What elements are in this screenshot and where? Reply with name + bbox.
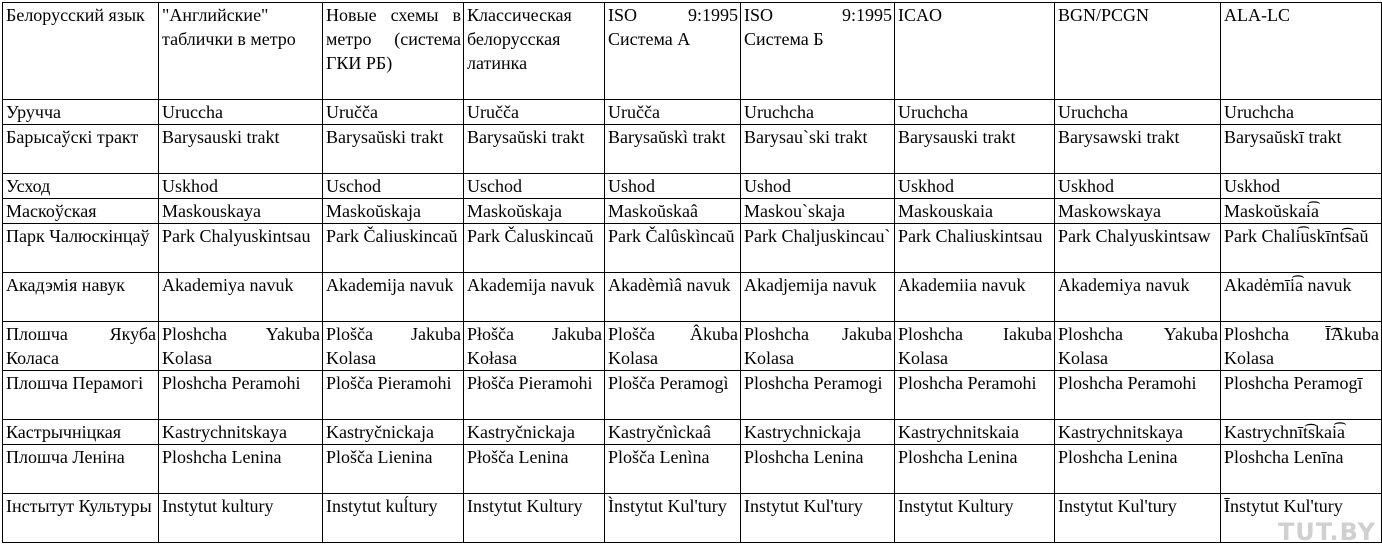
transliteration-cell: Ploshcha Peramogi bbox=[741, 371, 895, 420]
transliteration-cell: Plošča Jakuba Kolasa bbox=[323, 322, 464, 371]
transliteration-cell: Ploshcha Jakuba Kolasa bbox=[741, 322, 895, 371]
station-name-cell: Плошча Якуба Коласа bbox=[3, 322, 159, 371]
column-header: ISO 9:1995 Система Б bbox=[741, 3, 895, 100]
transliteration-cell: Uruchcha bbox=[1055, 100, 1221, 125]
transliteration-cell: Īnstytut Kul'tury bbox=[1221, 494, 1382, 543]
transliteration-cell: Park Chalyuskintsau bbox=[159, 224, 323, 273]
table-row bbox=[3, 322, 1382, 371]
transliteration-cell: Barysaŭskī trakt bbox=[1221, 125, 1382, 174]
transliteration-cell: Uschod bbox=[323, 174, 464, 199]
transliteration-cell: Kastrychnitskaya bbox=[159, 420, 323, 445]
transliteration-cell: Barysaŭskì trakt bbox=[605, 125, 741, 174]
column-header: Белорусский язык bbox=[3, 3, 159, 100]
transliteration-cell: Ushod bbox=[741, 174, 895, 199]
transliteration-cell: Akademiya navuk bbox=[1055, 273, 1221, 322]
transliteration-cell: Ploshcha Lenina bbox=[895, 445, 1055, 494]
transliteration-cell: Maskou`skaja bbox=[741, 199, 895, 224]
table-row bbox=[3, 224, 1382, 273]
table-row bbox=[3, 199, 1382, 224]
table-row bbox=[3, 100, 1382, 125]
transliteration-cell: Ploshcha Yakuba Kolasa bbox=[1055, 322, 1221, 371]
transliteration-cell: Ìnstytut Kul'tury bbox=[605, 494, 741, 543]
transliteration-cell: Park Čalûskìncaŭ bbox=[605, 224, 741, 273]
transliteration-cell: Ploshcha Lenīna bbox=[1221, 445, 1382, 494]
transliteration-cell: Akadèmìâ navuk bbox=[605, 273, 741, 322]
transliteration-cell: Park Chalyuskintsaw bbox=[1055, 224, 1221, 273]
transliteration-cell: Instytut Kultury bbox=[464, 494, 605, 543]
transliteration-cell: Plošča Pieramohi bbox=[323, 371, 464, 420]
column-header: Новые схемы в метро (система ГКИ РБ) bbox=[323, 3, 464, 100]
transliteration-cell: Plošča Âkuba Kolasa bbox=[605, 322, 741, 371]
transliteration-cell: Uruccha bbox=[159, 100, 323, 125]
transliteration-cell: Ploshcha Iakuba Kolasa bbox=[895, 322, 1055, 371]
transliteration-cell: Kastrychnitskaia bbox=[895, 420, 1055, 445]
transliteration-cell: Ploshcha Lenina bbox=[1055, 445, 1221, 494]
transliteration-cell: Uruchcha bbox=[741, 100, 895, 125]
transliteration-cell: Uručča bbox=[605, 100, 741, 125]
table-row bbox=[3, 420, 1382, 445]
transliteration-cell: Instytut kuĺtury bbox=[323, 494, 464, 543]
transliteration-cell: Kastryčnickaja bbox=[464, 420, 605, 445]
transliteration-cell: Barysaŭski trakt bbox=[464, 125, 605, 174]
transliteration-cell: Kastrychnīt͡skai͡a bbox=[1221, 420, 1382, 445]
station-name-cell: Усход bbox=[3, 174, 159, 199]
transliteration-cell: Plošča Peramogì bbox=[605, 371, 741, 420]
transliteration-cell: Akadjemija navuk bbox=[741, 273, 895, 322]
transliteration-cell: Akademija navuk bbox=[464, 273, 605, 322]
column-header: Классическая белорусская латинка bbox=[464, 3, 605, 100]
transliteration-cell: Uskhod bbox=[159, 174, 323, 199]
transliteration-cell: Uskhod bbox=[1221, 174, 1382, 199]
transliteration-cell: Park Chali͡uskīnt͡saŭ bbox=[1221, 224, 1382, 273]
table-row bbox=[3, 445, 1382, 494]
column-header: "Английские" таблички в метро bbox=[159, 3, 323, 100]
transliteration-table bbox=[2, 2, 1382, 543]
transliteration-cell: Plošča Lenìna bbox=[605, 445, 741, 494]
transliteration-cell: Uručča bbox=[323, 100, 464, 125]
transliteration-cell: Barysawski trakt bbox=[1055, 125, 1221, 174]
transliteration-cell: Maskowskaya bbox=[1055, 199, 1221, 224]
table-row bbox=[3, 371, 1382, 420]
transliteration-cell: Uruchcha bbox=[1221, 100, 1382, 125]
transliteration-cell: Ploshcha Peramohi bbox=[159, 371, 323, 420]
transliteration-cell: Uručča bbox=[464, 100, 605, 125]
tut-by-watermark: TUT.BY bbox=[1277, 518, 1376, 546]
transliteration-cell: Ploshcha Peramohi bbox=[895, 371, 1055, 420]
transliteration-cell: Instytut Kultury bbox=[895, 494, 1055, 543]
transliteration-cell: Ploshcha Lenina bbox=[741, 445, 895, 494]
transliteration-cell: Kastryčnickaja bbox=[323, 420, 464, 445]
column-header: BGN/PCGN bbox=[1055, 3, 1221, 100]
transliteration-cell: Maskoŭskaja bbox=[464, 199, 605, 224]
header-row bbox=[3, 3, 1382, 100]
transliteration-cell: Maskoŭskaâ bbox=[605, 199, 741, 224]
transliteration-cell: Plošča Lienina bbox=[323, 445, 464, 494]
transliteration-cell: Park Čaliuskincaŭ bbox=[323, 224, 464, 273]
transliteration-cell: Uskhod bbox=[1055, 174, 1221, 199]
transliteration-cell: Barysauski trakt bbox=[895, 125, 1055, 174]
transliteration-cell: Instytut Kul'tury bbox=[741, 494, 895, 543]
transliteration-cell: Barysauski trakt bbox=[159, 125, 323, 174]
station-name-cell: Парк Чалюскінцаў bbox=[3, 224, 159, 273]
transliteration-cell: Uruchcha bbox=[895, 100, 1055, 125]
transliteration-cell: Instytut kultury bbox=[159, 494, 323, 543]
transliteration-cell: Park Chaliuskintsau bbox=[895, 224, 1055, 273]
station-name-cell: Уручча bbox=[3, 100, 159, 125]
station-name-cell: Плошча Леніна bbox=[3, 445, 159, 494]
transliteration-cell: Ploshcha Yakuba Kolasa bbox=[159, 322, 323, 371]
transliteration-cell: Park Chaljuskincau` bbox=[741, 224, 895, 273]
transliteration-cell: Akadėmīi͡a navuk bbox=[1221, 273, 1382, 322]
column-header: ICAO bbox=[895, 3, 1055, 100]
station-name-cell: Інстытут Культуры bbox=[3, 494, 159, 543]
table-row bbox=[3, 273, 1382, 322]
transliteration-cell: Ploshcha Peramohi bbox=[1055, 371, 1221, 420]
transliteration-cell: Maskouskaya bbox=[159, 199, 323, 224]
station-name-cell: Барысаўскі тракт bbox=[3, 125, 159, 174]
station-name-cell: Кастрычніцкая bbox=[3, 420, 159, 445]
table-row bbox=[3, 174, 1382, 199]
transliteration-cell: Maskoŭskai͡a bbox=[1221, 199, 1382, 224]
station-name-cell: Акадэмія навук bbox=[3, 273, 159, 322]
transliteration-cell: Ploshcha Lenina bbox=[159, 445, 323, 494]
column-header: ALA-LC bbox=[1221, 3, 1382, 100]
transliteration-cell: Ploshcha Ī͡Akuba Kolasa bbox=[1221, 322, 1382, 371]
transliteration-cell: Akademija navuk bbox=[323, 273, 464, 322]
transliteration-cell: Kastryčnìckaâ bbox=[605, 420, 741, 445]
column-header: ISO 9:1995 Система А bbox=[605, 3, 741, 100]
transliteration-cell: Akademiia navuk bbox=[895, 273, 1055, 322]
transliteration-cell: Kastrychnitskaya bbox=[1055, 420, 1221, 445]
transliteration-cell: Płošča Lenina bbox=[464, 445, 605, 494]
transliteration-cell: Płošča Jakuba Kołasa bbox=[464, 322, 605, 371]
transliteration-cell: Maskouskaia bbox=[895, 199, 1055, 224]
transliteration-cell: Kastrychnickaja bbox=[741, 420, 895, 445]
transliteration-cell: Barysau`ski trakt bbox=[741, 125, 895, 174]
transliteration-cell: Ploshcha Peramogī bbox=[1221, 371, 1382, 420]
transliteration-cell: Ushod bbox=[605, 174, 741, 199]
table-row bbox=[3, 125, 1382, 174]
transliteration-cell: Barysaŭski trakt bbox=[323, 125, 464, 174]
transliteration-cell: Maskoŭskaja bbox=[323, 199, 464, 224]
transliteration-cell: Uskhod bbox=[895, 174, 1055, 199]
station-name-cell: Плошча Перамогі bbox=[3, 371, 159, 420]
transliteration-cell: Płošča Pieramohi bbox=[464, 371, 605, 420]
transliteration-cell: Akademiya navuk bbox=[159, 273, 323, 322]
table-row bbox=[3, 494, 1382, 543]
station-name-cell: Маскоўская bbox=[3, 199, 159, 224]
transliteration-cell: Uschod bbox=[464, 174, 605, 199]
transliteration-cell: Park Čaluskincaŭ bbox=[464, 224, 605, 273]
transliteration-cell: Instytut Kul'tury bbox=[1055, 494, 1221, 543]
